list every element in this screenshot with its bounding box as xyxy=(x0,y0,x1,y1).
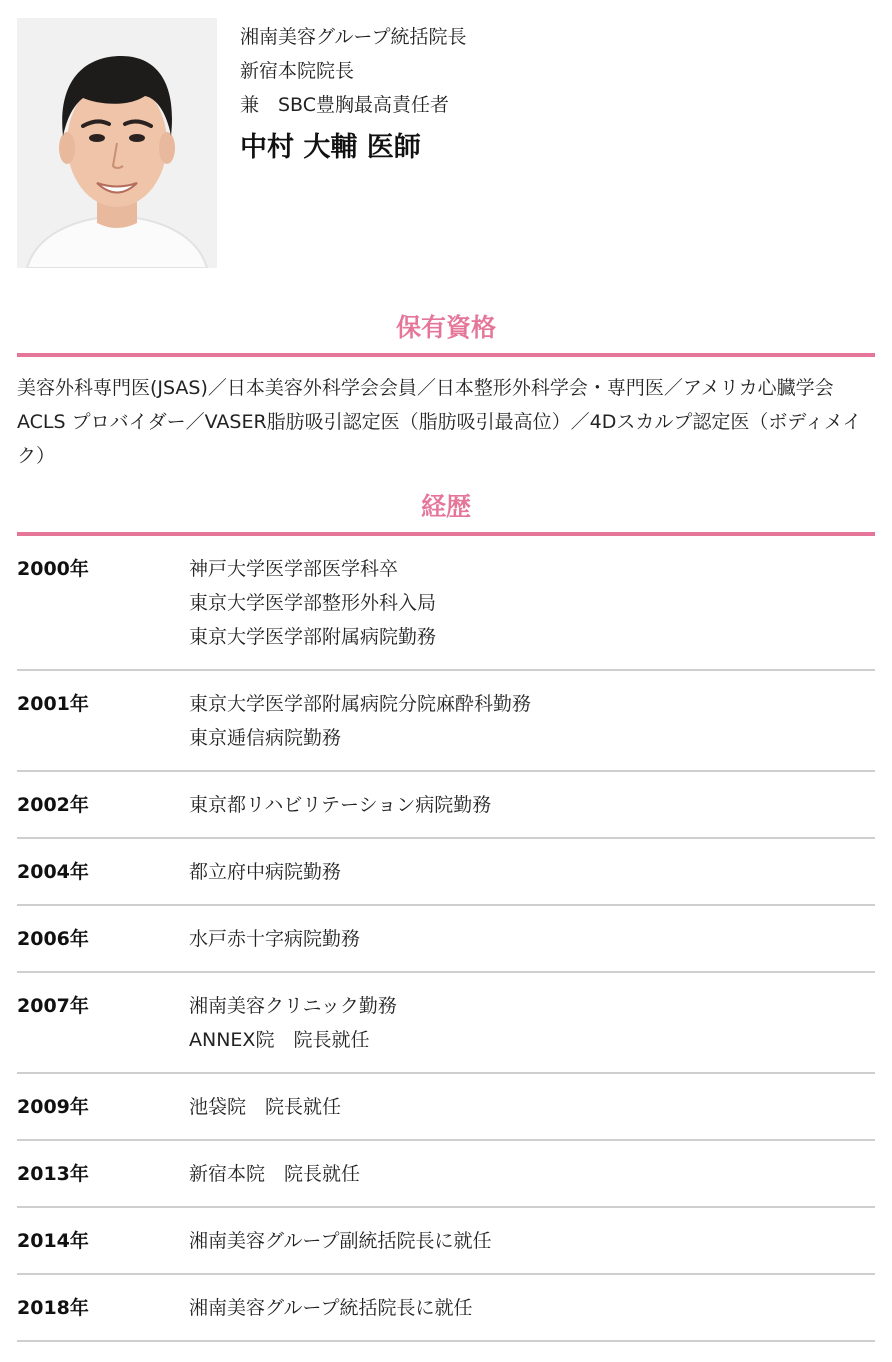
career-row xyxy=(17,1074,875,1141)
career-year: 2002年 xyxy=(17,794,89,816)
career-event: 東京逓信病院勤務 xyxy=(189,727,342,749)
career-event: 東京都リハビリテーション病院勤務 xyxy=(189,794,492,816)
career-event: 都立府中病院勤務 xyxy=(189,861,342,883)
career-year: 2001年 xyxy=(17,693,89,715)
career-event: 神戸大学医学部医学科卒 xyxy=(189,558,399,580)
career-row xyxy=(17,1141,875,1208)
career-row xyxy=(17,973,875,1074)
career-event: 湘南美容クリニック勤務 xyxy=(189,995,397,1017)
career-event: 湘南美容グループ統括院長に就任 xyxy=(189,1297,473,1319)
career-event: 水戸赤十字病院勤務 xyxy=(189,928,361,950)
career-events xyxy=(189,552,875,654)
career-table xyxy=(17,536,875,1342)
profile-section xyxy=(17,0,875,300)
career-year: 2006年 xyxy=(17,928,89,950)
career-event: 東京大学医学部附属病院分院麻酔科勤務 xyxy=(189,693,532,715)
career-heading: 経歴 xyxy=(17,490,875,536)
career-year: 2007年 xyxy=(17,995,89,1017)
doctor-titles xyxy=(240,20,466,168)
career-events xyxy=(189,1291,875,1325)
career-event: 湘南美容グループ副統括院長に就任 xyxy=(189,1230,492,1252)
career-event: 東京大学医学部附属病院勤務 xyxy=(189,626,437,648)
career-year: 2004年 xyxy=(17,861,89,883)
career-events xyxy=(189,1224,875,1258)
qualifications-text: 美容外科専門医(JSAS)／日本美容外科学会会員／日本整形外科学会・専門医／アメリカ心臓学会ACLS プロバイダー／VASER脂肪吸引認定医（脂肪吸引最高位）／4Dスカルプ認定医（ボディメイク） xyxy=(17,377,862,467)
doctor-name: 中村 大輔 医師 xyxy=(240,132,421,163)
title-line-shinjuku-director: 新宿本院院長 xyxy=(240,60,355,82)
doctor-profile-page xyxy=(17,0,875,1342)
career-event: ANNEX院 院長就任 xyxy=(189,1029,370,1051)
career-year: 2013年 xyxy=(17,1163,89,1185)
career-events xyxy=(189,989,875,1057)
career-year: 2014年 xyxy=(17,1230,89,1252)
career-event: 池袋院 院長就任 xyxy=(189,1096,342,1118)
doctor-photo xyxy=(17,18,217,268)
career-events xyxy=(189,687,875,755)
career-events xyxy=(189,855,875,889)
career-year: 2018年 xyxy=(17,1297,89,1319)
qualifications-heading: 保有資格 xyxy=(17,311,875,357)
title-line-breast-chief: 兼 SBC豊胸最高責任者 xyxy=(240,94,450,116)
career-year: 2000年 xyxy=(17,558,89,580)
career-event: 新宿本院 院長就任 xyxy=(189,1163,361,1185)
career-row xyxy=(17,671,875,772)
career-events xyxy=(189,922,875,956)
career-row xyxy=(17,536,875,671)
career-event: 東京大学医学部整形外科入局 xyxy=(189,592,437,614)
career-row xyxy=(17,1275,875,1342)
career-events xyxy=(189,788,875,822)
title-line-group-director: 湘南美容グループ統括院長 xyxy=(240,26,467,48)
career-events xyxy=(189,1090,875,1124)
career-row xyxy=(17,1208,875,1275)
career-row xyxy=(17,839,875,906)
career-year: 2009年 xyxy=(17,1096,89,1118)
career-row xyxy=(17,772,875,839)
career-events xyxy=(189,1157,875,1191)
career-row xyxy=(17,906,875,973)
